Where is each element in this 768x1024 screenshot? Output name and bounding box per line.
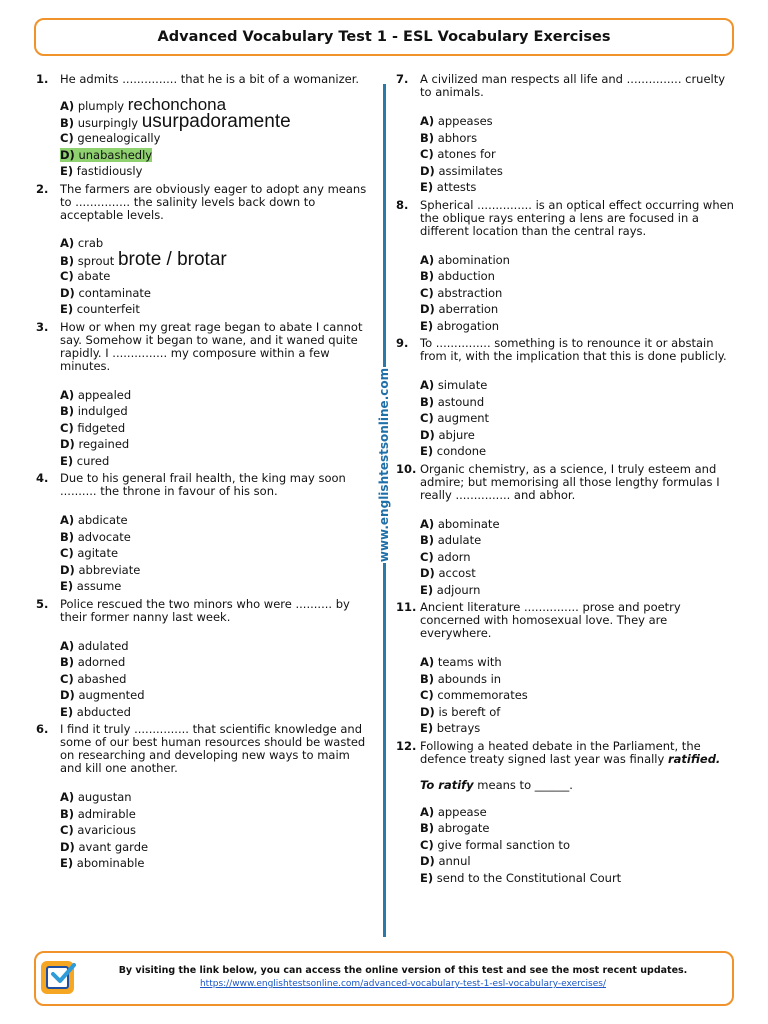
- option-b[interactable]: B) abhors: [420, 130, 478, 145]
- option-a[interactable]: A) simulate: [420, 378, 488, 392]
- question-text: How or when my great rage began to abate I cannot say. Somehow it began to wane, and it waned quite rapidly. I ............... my composure within a few minutes.: [60, 319, 363, 373]
- question-2: [36, 183, 372, 318]
- question-10: [396, 463, 736, 599]
- question-7: [396, 73, 736, 196]
- question-text: Due to his general frail health, the king may soon .......... the throne in favour of his son.: [60, 471, 346, 498]
- option-c[interactable]: C) abashed: [60, 671, 127, 686]
- option-a[interactable]: A) appeases: [420, 114, 493, 128]
- option-b[interactable]: B) astound: [420, 394, 485, 409]
- option-b[interactable]: B) abduction: [420, 269, 495, 283]
- question-3: [36, 321, 372, 470]
- option-d[interactable]: D) assimilates: [420, 163, 503, 178]
- option-c[interactable]: C) avaricious: [60, 823, 137, 837]
- question-number: 5.: [36, 596, 49, 611]
- option-b[interactable]: B) abounds in: [420, 671, 502, 686]
- option-a[interactable]: A) abominate: [420, 516, 500, 531]
- test-online-link[interactable]: https://www.englishtestsonline.com/advanced-vocabulary-test-1-esl-vocabulary-exercises/: [199, 979, 607, 989]
- option-d[interactable]: D) avant garde: [60, 839, 149, 854]
- option-e[interactable]: E) send to the Constitutional Court: [420, 870, 622, 885]
- option-a[interactable]: A) appease: [420, 804, 487, 819]
- option-e[interactable]: E) counterfeit: [60, 302, 140, 316]
- option-d[interactable]: D) is bereft of: [420, 704, 501, 719]
- option-a[interactable]: A) plumply rechonchona: [60, 95, 227, 114]
- option-a[interactable]: A) augustan: [60, 790, 132, 804]
- question-number: 4.: [36, 471, 49, 485]
- site-url-vertical: www.englishtestsonline.com: [377, 367, 391, 563]
- question-text: Spherical ............... is an optical effect occurring when the oblique rays entering a lens are focused in a different location than the central rays.: [420, 197, 734, 238]
- question-text: Following a heated debate in the Parliament, the defence treaty signed last year was finally ratified.: [420, 738, 721, 766]
- option-d[interactable]: [60, 147, 372, 164]
- question-text: He admits ............... that he is a bit of a womanizer.: [60, 72, 360, 86]
- option-e[interactable]: E) abominable: [60, 856, 145, 870]
- option-d[interactable]: D) aberration: [420, 302, 499, 316]
- option-a[interactable]: A) abdicate: [60, 513, 128, 527]
- question-11: [396, 601, 736, 737]
- option-c[interactable]: C) abate: [60, 269, 111, 283]
- footer-box: [34, 951, 734, 1006]
- option-d[interactable]: D) accost: [420, 566, 476, 580]
- question-4: [36, 472, 372, 595]
- question-9: [396, 337, 736, 460]
- title-box: [34, 18, 734, 56]
- option-e[interactable]: E) condone: [420, 444, 487, 458]
- option-c[interactable]: C) commemorates: [420, 688, 528, 702]
- question-number: 3.: [36, 319, 49, 334]
- option-a[interactable]: A) abomination: [420, 252, 510, 267]
- option-b[interactable]: B) adulate: [420, 533, 482, 547]
- option-d[interactable]: D) abjure: [420, 427, 475, 442]
- question-number: 2.: [36, 181, 49, 196]
- question-number: 10.: [396, 461, 417, 476]
- option-e[interactable]: E) attests: [420, 180, 477, 194]
- question-1: [36, 73, 372, 180]
- option-e[interactable]: E) assume: [60, 579, 122, 593]
- option-c[interactable]: C) agitate: [60, 546, 119, 560]
- option-c[interactable]: C) give formal sanction to: [420, 837, 570, 852]
- question-number: 1.: [36, 72, 49, 86]
- question-6: [36, 723, 372, 872]
- option-b[interactable]: B) usurpingly usurpadoramente: [60, 111, 291, 132]
- option-d[interactable]: D) abbreviate: [60, 562, 141, 577]
- question-text: A civilized man respects all life and ............... cruelty to animals.: [420, 72, 726, 99]
- option-e[interactable]: E) fastidiously: [60, 164, 143, 178]
- option-a[interactable]: A) teams with: [420, 655, 502, 669]
- option-c[interactable]: C) adorn: [420, 549, 471, 564]
- question-number: 7.: [396, 72, 409, 86]
- option-b[interactable]: B) sprout brote / brotar: [60, 249, 227, 270]
- handwritten-note: usurpadoramente: [141, 111, 291, 132]
- checkbox-check-icon: [41, 961, 74, 994]
- option-c[interactable]: C) abstraction: [420, 285, 503, 300]
- question-number: 8.: [396, 197, 409, 212]
- option-c[interactable]: C) atones for: [420, 147, 496, 161]
- question-number: 11.: [396, 600, 417, 614]
- handwritten-note: rechonchona: [127, 95, 227, 114]
- option-e[interactable]: E) adjourn: [420, 582, 481, 597]
- left-column: [36, 73, 372, 875]
- option-e[interactable]: E) abducted: [60, 704, 131, 719]
- right-column: [396, 73, 736, 889]
- question-number: 12.: [396, 738, 417, 753]
- option-d[interactable]: D) augmented: [60, 688, 145, 702]
- answer-highlight: D) unabashedly: [60, 147, 153, 162]
- question-text: The farmers are obviously eager to adopt any means to ............... the salinity levels back down to acceptable levels.: [60, 181, 367, 222]
- question-text: Police rescued the two minors who were .......... by their former nanny last week.: [60, 596, 350, 624]
- question-number: 6.: [36, 722, 49, 736]
- handwritten-note: brote / brotar: [117, 249, 227, 270]
- page-title: Advanced Vocabulary Test 1 - ESL Vocabulary Exercises: [157, 29, 611, 45]
- question-12: [396, 740, 736, 887]
- option-a[interactable]: A) adulated: [60, 638, 129, 653]
- option-c[interactable]: C) genealogically: [60, 131, 161, 145]
- footer-message: By visiting the link below, you can access the online version of this test and see the most recent updates.: [118, 965, 688, 976]
- question-text: To ............... something is to renounce it or abstain from it, with the implication that this is done publicly.: [420, 336, 727, 363]
- option-c[interactable]: C) augment: [420, 411, 490, 425]
- option-d[interactable]: D) annul: [420, 854, 471, 868]
- option-b[interactable]: B) admirable: [60, 806, 136, 821]
- option-b[interactable]: B) indulged: [60, 404, 128, 418]
- option-a[interactable]: A) crab: [60, 235, 104, 250]
- option-a[interactable]: A) appealed: [60, 387, 132, 402]
- emphasized-word: ratified.: [667, 751, 721, 766]
- option-d[interactable]: D) contaminate: [60, 285, 151, 300]
- option-d[interactable]: D) regained: [60, 437, 130, 451]
- question-8: [396, 199, 736, 335]
- option-b[interactable]: B) advocate: [60, 529, 131, 544]
- footer-text: [84, 965, 722, 989]
- option-e[interactable]: E) abrogation: [420, 318, 500, 333]
- question-5: [36, 598, 372, 721]
- question-text: Ancient literature ............... prose and poetry concerned with homosexual love. They are everywhere.: [420, 600, 681, 640]
- question-number: 9.: [396, 336, 409, 350]
- question-text: Organic chemistry, as a science, I truly esteem and admire; but memorising all those lengthy formulas I really ............... and abhor.: [420, 461, 720, 502]
- question-text: I find it truly ............... that scientific knowledge and some of our best human resources should be wasted on researching and developing new ways to maim and kill one another.: [60, 722, 366, 775]
- option-c[interactable]: C) fidgeted: [60, 420, 126, 435]
- option-b[interactable]: B) adorned: [60, 655, 126, 669]
- option-e[interactable]: E) cured: [60, 453, 110, 468]
- option-b[interactable]: B) abrogate: [420, 821, 490, 835]
- option-e[interactable]: E) betrays: [420, 721, 481, 735]
- question-subline: To ratify means to ______.: [420, 777, 573, 792]
